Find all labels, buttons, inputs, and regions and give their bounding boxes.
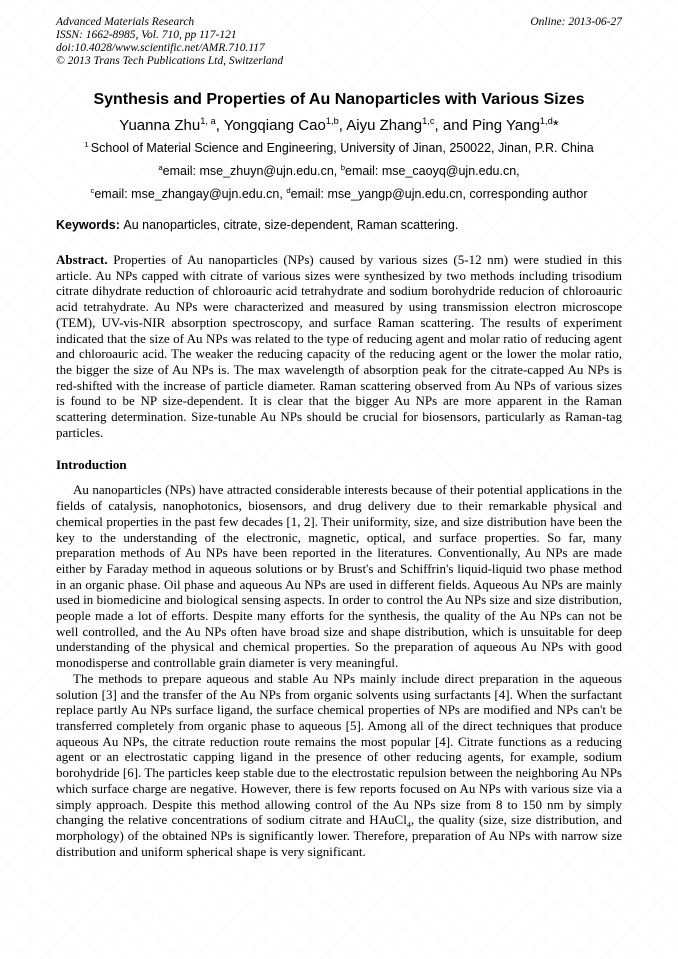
paper-title: Synthesis and Properties of Au Nanoparticles with Various Sizes — [93, 91, 585, 108]
journal-header — [56, 16, 622, 68]
journal-info-block — [56, 16, 283, 68]
issn-line: ISSN: 1662-8985, Vol. 710, pp 117-121 — [56, 29, 237, 41]
copyright-line: © 2013 Trans Tech Publications Ltd, Switzerland — [56, 55, 284, 67]
abstract-paragraph: Abstract. Properties of Au nanoparticles (NPs) caused by various sizes (5-12 nm) were studied in this article. Au NPs capped with citrate of various sizes were synthesized by two methods including trisodium citrate dihydrate reduction of chloroauric acid tetrahydrate and sodium borohydride reducion of chloroauric acid tetrahydrate. Au NPs were characterized and measured by using transmission electron microscope (TEM), UV-vis-NIR absorption spectroscopy, and surface Raman scattering. The results of experiment indicated that the size of Au NPs was related to the type of reducing agent and molar ratio of reducing agent and chloroauric acid. The weaker the reducing capacity of the reducing agent or the lower the molar ratio, the bigger the size of Au NPs is. The max wavelength of absorption peak for the citrate-capped Au NPs is red-shifted with the increase of particle diameter. Raman scattering observed from Au NPs of various sizes is found to be NP size-dependent. It is clear that the bigger Au NPs are more apparent in the Raman scattering determination. Size-tunable Au NPs should be crucial for biosensors, particularly as Raman-tag particles. — [56, 252, 622, 440]
doi-line: doi:10.4028/www.scientific.net/AMR.710.117 — [56, 42, 265, 54]
keywords-line: Keywords: Au nanoparticles, citrate, size-dependent, Raman scattering. — [56, 218, 459, 232]
authors-line: Yuanna Zhu$^{1, a}$, Yongqiang Cao$^{1,b}$, Aiyu Zhang$^{1,c}$, and Ping Yang$^{1,d}$* — [119, 116, 559, 134]
journal-name: Advanced Materials Research — [56, 16, 195, 28]
intro-paragraph-1: Au nanoparticles (NPs) have attracted considerable interests because of their potential applications in the fields of catalysis, nanophotonics, biosensors, and drug delivery due to their remarkable physical and chemical properties in the past few decades [1, 2]. Their uniformity, size, and size distribution have been the key to the understanding of the electronic, magnetic, optical, and surface properties. So far, many preparation methods of Au NPs have been reported in the literatures. Conventionally, Au NPs are made either by Faraday method in aqueous solutions or by Brust's and Schiffrin's liquid-liquid two phase method in an organic phase. Oil phase and aqueous Au NPs are used in different fields. Aqueous Au NPs are mainly used in biomedicine and biological sensing aspects. In order to control the Au NPs size and size distribution, people made a lot of efforts. Despite many efforts for the synthesis, the quality of the Au NPs can not be well controlled, and the Au NPs often have broad size and shape distribution, which is unsuitable for deep understanding of the physical and chemical properties. So the preparation of aqueous Au NPs with good monodisperse and controllable grain diameter is very meaningful. — [56, 482, 622, 671]
introduction-heading: Introduction — [56, 457, 127, 473]
online-date: Online: 2013-06-27 — [530, 16, 622, 28]
affiliation-line: $^1$ School of Material Science and Engineering, University of Jinan, 250022, Jinan, P.R. China — [84, 139, 594, 155]
email-line-1: $^a$email: mse_zhuyn@ujn.edu.cn, $^b$email: mse_caoyq@ujn.edu.cn, — [158, 162, 520, 178]
intro-paragraph-2: The methods to prepare aqueous and stable Au NPs mainly include direct preparation in the aqueous solution [3] and the transfer of the Au NPs from organic solvents using surfactants [4]. When the surfactant replace partly Au NPs surface ligand, the surface chemical properties of NPs are modified and NPs can't be transferred completely from organic phase to aqueous [5]. Among all of the direct techniques that produce aqueous Au NPs, the citrate reduction route remains the most popular [4]. Citrate functions as a reducing agent or an electrostatic capping ligand in the presence of other reducing agents, for example, sodium borohydride [6]. The particles keep stable due to the electrostatic repulsion between the neighboring Au NPs which surface charge are negative. However, there is few reports focused on Au NPs with various size via a simply approach. Despite this method allowing control of the Au NPs size from 8 to 150 nm by simply changing the relative concentrations of sodium citrate and HAuCl$_4$, the quality (size, size distribution, and morphology) of the obtained NPs is significantly lower. Therefore, preparation of Au NPs with narrow size distribution and uniform spherical shape is very significant. — [56, 670, 622, 859]
email-line-2: $^c$email: mse_zhangay@ujn.edu.cn, $^d$email: mse_yangp@ujn.edu.cn, corresponding author — [90, 185, 588, 201]
